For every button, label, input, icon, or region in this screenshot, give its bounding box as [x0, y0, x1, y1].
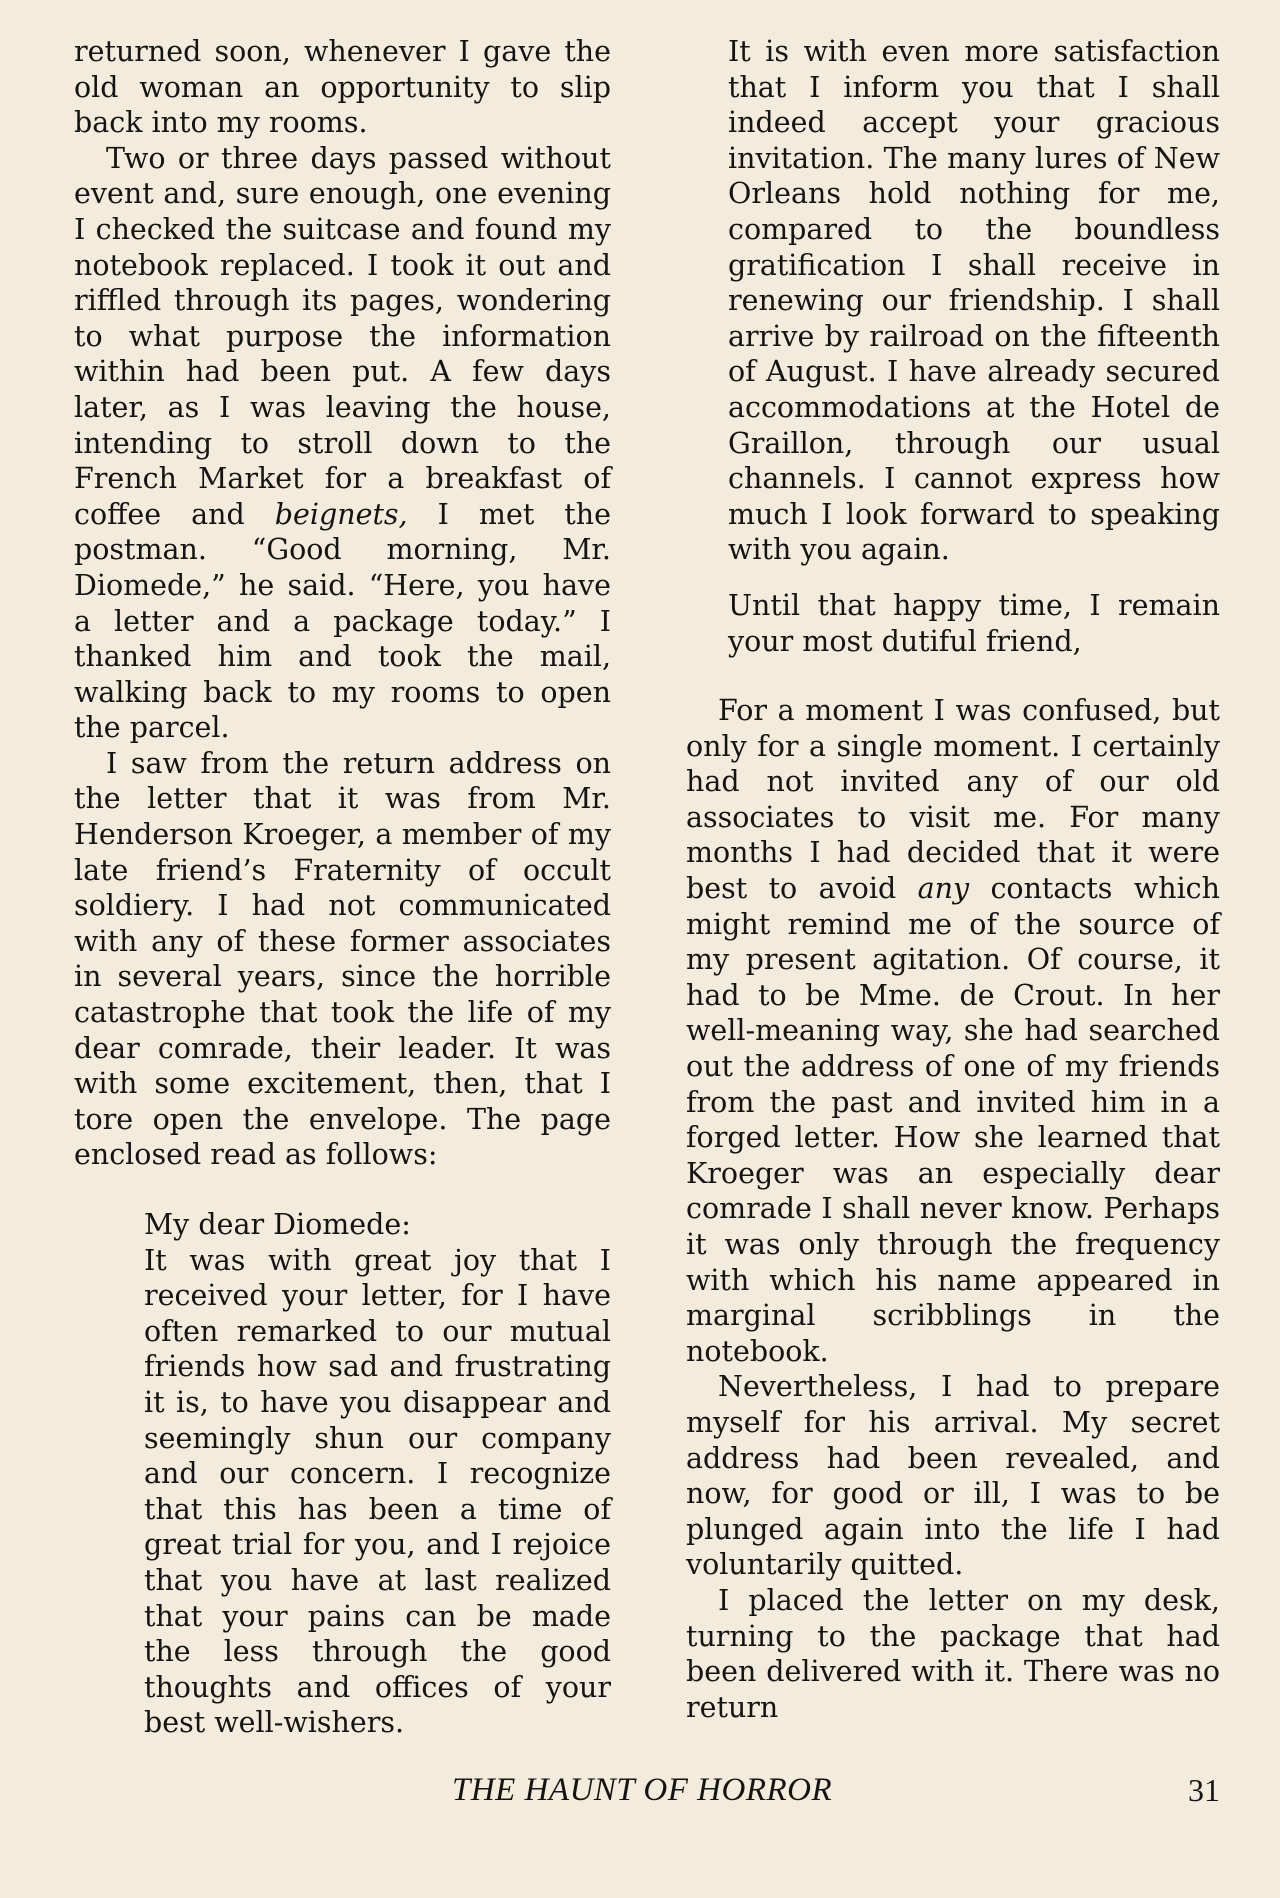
letter-block-2 — [686, 34, 1220, 659]
spacer — [686, 659, 1220, 693]
spacer — [74, 1173, 611, 1207]
paragraph-confused-text: For a moment I was confused, but only for a single moment. I certainly had not invited any of our old associates to visit me. For many months I had decided that it were best to avoid — [686, 694, 1220, 906]
letter-closing: Until that happy time, I remain your most dutiful friend, — [728, 588, 1220, 658]
paragraph-confused-rest: contacts which might remind me of the source of my present agitation. Of course, it had to be Mme. de Crout. In her well-meaning way, she had searched out the address of one of my friends from the past and invited him in a forged letter. How she learned that Kroeger was an especially dear comrade I shall never know. Perhaps it was only through the frequency with which his name appeared in marginal scribblings in the notebook. — [686, 872, 1220, 1368]
paragraph-nevertheless: Nevertheless, I had to prepare myself for his arrival. My secret address had been revealed, and now, for good or ill, I was to be plunged again into the life I had voluntarily quitted. — [686, 1370, 1220, 1582]
italic-beignets: beignets, — [274, 497, 408, 531]
letter-salutation: My dear Diomede: — [144, 1208, 411, 1241]
paragraph-package: I placed the letter on my desk, turning to the package that had been delivered with it. There was no return — [686, 1583, 1220, 1724]
paragraph-continued: returned soon, whenever I gave the old woman an opportunity to slip back into my rooms. — [74, 35, 611, 140]
magazine-title: THE HAUNT OF HORROR — [452, 1772, 833, 1808]
paragraph-notebook-rest: I met the postman. “Good morning, Mr. Diomede,” he said. “Here, you have a letter and a package today.” I thanked him and took the mail, walking back to my rooms to open the parcel. — [74, 497, 611, 745]
italic-any: any — [917, 872, 970, 906]
paragraph-notebook-text: Two or three days passed without event and, sure enough, one evening I checked the suitcase and found my notebook replaced. I took it out and riffled through its pages, wondering to what purpose the information within had been put. A few days later, as I was leaving the house, intending to stroll down to the French Market for a breakfast of coffee and — [74, 141, 611, 531]
paragraph-confused — [686, 693, 1220, 1369]
page-footer — [0, 1772, 1280, 1812]
letter-paragraph-2: It is with even more satisfaction that I inform you that I shall indeed accept your gracious invitation. The many lures of New Orleans hold nothing for me, compared to the boundless gratification I shall receive in renewing our friendship. I shall arrive by railroad on the fifteenth of August. I have already secured accommodations at the Hotel de Graillon, through our usual channels. I cannot express how much I look forward to speaking with you again. — [728, 35, 1220, 567]
paragraph-notebook — [74, 141, 611, 746]
right-column — [686, 34, 1220, 1725]
spacer — [728, 568, 1220, 588]
letter-block-1 — [74, 1207, 611, 1741]
letter-paragraph-1: It was with great joy that I received your letter, for I have often remarked to our mutual friends how sad and frustrating it is, to have you disappear and seemingly shun our company and our concern. I recognize that this has been a time of great trial for you, and I rejoice that you have at last realized that your pains can be made the less through the good thoughts and offices of your best well-wishers. — [144, 1243, 611, 1740]
left-column — [74, 34, 611, 1741]
page-number: 31 — [1188, 1772, 1220, 1808]
paragraph-kroeger: I saw from the return address on the letter that it was from Mr. Henderson Kroeger, a member of my late friend’s Fraternity of occult soldiery. I had not communicated with any of these former associates in several years, since the horrible catastrophe that took the life of my dear comrade, their leader. It was with some excitement, then, that I tore open the envelope. The page enclosed read as follows: — [74, 746, 611, 1172]
